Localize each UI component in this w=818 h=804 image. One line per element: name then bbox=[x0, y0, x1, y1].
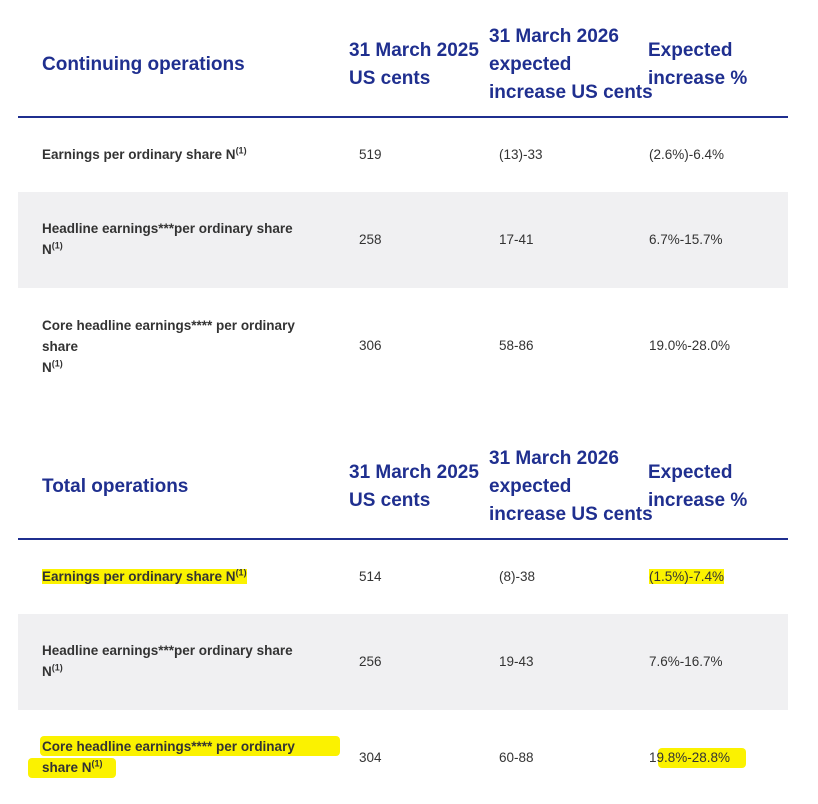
col-header-2025: 31 March 2025 US cents bbox=[349, 40, 479, 89]
row-label: Core headline earnings**** per ordinary share $N^{(1)}$ bbox=[42, 318, 295, 375]
table-row bbox=[18, 710, 788, 804]
row-label bbox=[42, 566, 342, 587]
table-row bbox=[18, 118, 788, 192]
value-increase: 19.0%-28.0% bbox=[649, 338, 731, 353]
table-row bbox=[18, 288, 788, 398]
row-label: Headline earnings***per ordinary share $N^{(1)}$ bbox=[42, 643, 293, 679]
table-row bbox=[18, 540, 788, 614]
value-2026: 17-41 bbox=[499, 232, 534, 247]
col-header-increase: Expected increase % bbox=[648, 462, 748, 511]
value-2026: 19-43 bbox=[499, 654, 534, 669]
col-header-increase: Expected increase % bbox=[648, 40, 748, 89]
value-increase bbox=[649, 569, 724, 584]
value-2026: (8)-38 bbox=[499, 569, 536, 584]
value-2026: 60-88 bbox=[499, 750, 534, 765]
table-row bbox=[18, 614, 788, 710]
highlight-mark: Earnings per ordinary share $N^{(1)}$ bbox=[42, 567, 247, 584]
value-2025: 306 bbox=[359, 338, 382, 353]
value-2025: 514 bbox=[359, 569, 382, 584]
col-header-2026: 31 March 2026 expected increase US cents bbox=[489, 448, 653, 525]
value-increase: 7.6%-16.7% bbox=[649, 654, 723, 669]
value-2025: 256 bbox=[359, 654, 382, 669]
value-increase: 6.7%-15.7% bbox=[649, 232, 723, 247]
highlight-mark: (1.5%)-7.4% bbox=[649, 569, 725, 584]
value-2026: 58-86 bbox=[499, 338, 534, 353]
value-2026: (13)-33 bbox=[499, 147, 543, 162]
value-2025: 304 bbox=[359, 750, 382, 765]
table-header bbox=[18, 433, 788, 540]
row-label: Core headline earnings**** per ordinary share $N^{(1)}$ bbox=[42, 739, 295, 775]
section-title: Total operations bbox=[42, 476, 189, 497]
section-title: Continuing operations bbox=[42, 54, 245, 75]
col-header-2026: 31 March 2026 expected increase US cents bbox=[489, 26, 653, 103]
continuing-operations-table bbox=[18, 11, 788, 398]
total-operations-table bbox=[18, 433, 788, 804]
table-header bbox=[18, 11, 788, 118]
row-label: Earnings per ordinary share $N^{(1)}$ bbox=[42, 145, 247, 162]
value-increase: (2.6%)-6.4% bbox=[649, 147, 725, 162]
table-row bbox=[18, 192, 788, 288]
row-label: Headline earnings***per ordinary share $N^{(1)}$ bbox=[42, 221, 293, 257]
value-2025: 258 bbox=[359, 232, 382, 247]
value-increase: 19.8%-28.8% bbox=[649, 750, 731, 765]
value-2025: 519 bbox=[359, 147, 382, 162]
col-header-2025: 31 March 2025 US cents bbox=[349, 462, 479, 511]
